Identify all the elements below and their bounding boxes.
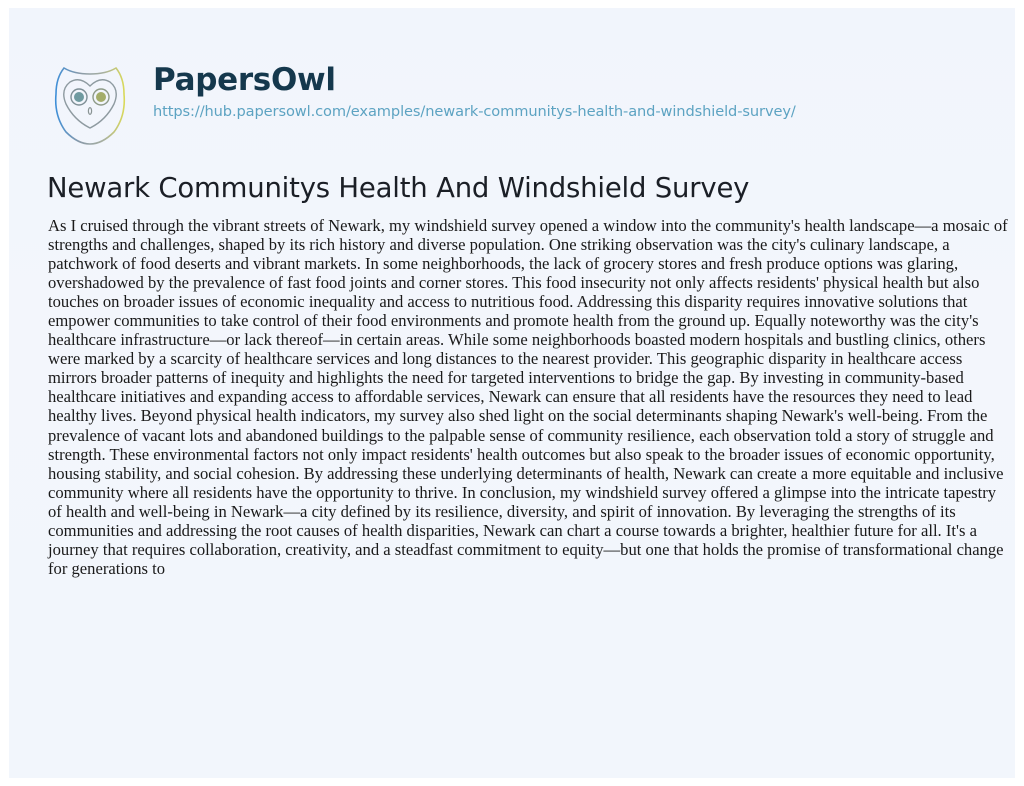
body-line: strength. These environmental factors not only impact residents' health outcomes but also speak to the broader issues of economic opportunity, — [48, 444, 995, 464]
brand-name[interactable]: PapersOwl — [153, 62, 336, 98]
brand-block — [153, 62, 796, 122]
body-line: mirrors broader patterns of inequity and highlights the need for targeted interventions to bridge the gap. By investing in community-based — [48, 368, 964, 388]
body-line: As I cruised through the vibrant streets of Newark, my windshield survey opened a window into the community's health landscape—a mosaic of — [48, 216, 1008, 235]
body-line: empower communities to take control of their food environments and promote health from the ground up. Equally noteworthy was the city's — [48, 311, 979, 331]
body-line: healthcare infrastructure—or lack thereof—in certain areas. While some neighborhoods boasted modern hospitals and bustling clinics, others — [48, 330, 986, 350]
body-line: communities and addressing the root causes of health disparities, Newark can chart a course towards a brighter, healthier future for all. It's a — [48, 520, 977, 540]
header — [50, 64, 130, 144]
body-line: overshadowed by the prevalence of fast food joints and corner stores. This food insecurity not only affects residents' physical health but also — [48, 273, 980, 293]
body-line: housing stability, and social cohesion. By addressing these underlying determinants of health, Newark can create a more equitable and inclusive — [48, 463, 1004, 483]
body-line: strengths and challenges, shaped by its rich history and diverse population. One striking observation was the city's culinary landscape, a — [48, 235, 950, 255]
body-line: were marked by a scarcity of healthcare services and long distances to the nearest provider. This geographic disparity in healthcare access — [48, 349, 963, 369]
page-title: Newark Communitys Health And Windshield Survey — [47, 172, 750, 204]
article-body — [48, 216, 1008, 578]
body-line: touches on broader issues of economic inequality and access to nutritious food. Addressing this disparity requires innovative solutions that — [48, 292, 968, 312]
body-line: of health and well-being in Newark—a city defined by its resilience, diversity, and spirit of innovation. By leveraging the strengths of its — [48, 501, 956, 521]
body-line: journey that requires collaboration, creativity, and a steadfast commitment to equity—but one that holds the promise of transformational change — [48, 539, 1004, 559]
source-url-link[interactable]: https://hub.papersowl.com/examples/newark-communitys-health-and-windshield-survey/ — [153, 103, 796, 120]
owl-logo-icon[interactable] — [50, 64, 130, 146]
body-line: patchwork of food deserts and vibrant markets. In some neighborhoods, the lack of grocery stores and fresh produce options was glaring, — [48, 254, 959, 274]
body-line: for generations to — [48, 558, 166, 578]
body-line: community where all residents have the opportunity to thrive. In conclusion, my windshield survey offered a glimpse into the intricate tapestry — [48, 482, 997, 502]
body-line: healthcare initiatives and expanding access to affordable services, Newark can ensure that all residents have the resources they need to lead — [48, 387, 973, 407]
body-line: prevalence of vacant lots and abandoned buildings to the palpable sense of community resilience, each observation told a story of struggle and — [48, 425, 994, 445]
body-line: healthy lives. Beyond physical health indicators, my survey also shed light on the social determinants shaping Newark's well-being. From the — [48, 406, 988, 426]
